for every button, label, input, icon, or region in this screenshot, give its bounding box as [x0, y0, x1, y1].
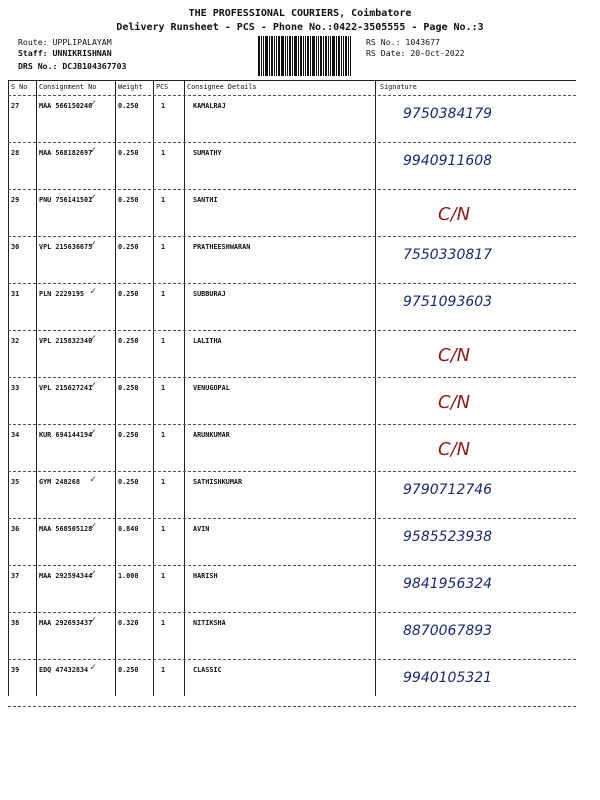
col-signature-header: Signature: [380, 83, 417, 91]
row-pcs: 1: [161, 243, 166, 251]
check-mark-icon: ✓: [90, 568, 97, 579]
row-pcs: 1: [161, 572, 166, 580]
check-mark-icon: ✓: [90, 239, 97, 250]
check-mark-icon: ✓: [90, 662, 97, 673]
row-sno: 30: [11, 243, 20, 251]
table-row: [8, 331, 576, 378]
table-row: [8, 472, 576, 519]
runsheet-subtitle: Delivery Runsheet - PCS - Phone No.:0422-3505555 - Page No.:3: [116, 22, 484, 33]
row-weight: 0.250: [118, 290, 139, 298]
table-row: [8, 425, 576, 472]
row-consignee-name: SUBBURAJ: [193, 290, 226, 298]
row-sno: 32: [11, 337, 20, 345]
row-consignee-name: VENUGOPAL: [193, 384, 230, 392]
row-consignee-name: SANTHI: [193, 196, 218, 204]
row-sno: 34: [11, 431, 20, 439]
row-pcs: 1: [161, 196, 166, 204]
handwritten-signature: 8870067893: [403, 623, 493, 639]
row-consignment-no: GYM 248268: [39, 478, 80, 486]
row-pcs: 1: [161, 337, 166, 345]
handwritten-signature: 9940911608: [403, 153, 493, 169]
col-pcs-header: PCS: [156, 83, 169, 91]
table-row: [8, 660, 576, 707]
row-pcs: 1: [161, 431, 166, 439]
row-weight: 0.250: [118, 196, 139, 204]
check-mark-icon: ✓: [90, 286, 97, 297]
handwritten-signature: 9841956324: [403, 576, 493, 592]
row-consignee-name: HARISH: [193, 572, 218, 580]
check-mark-icon: ✓: [90, 380, 97, 391]
col-consignment-header: Consignment No: [39, 83, 97, 91]
handwritten-signature: 9585523938: [403, 529, 493, 545]
row-consignee-name: CLASSIC: [193, 666, 222, 674]
check-mark-icon: ✓: [90, 333, 97, 344]
table-row: [8, 378, 576, 425]
col-sno-header: S No: [11, 83, 28, 91]
row-pcs: 1: [161, 149, 166, 157]
row-consignment-no: MAA 566150246: [39, 102, 93, 110]
row-weight: 0.250: [118, 243, 139, 251]
row-weight: 0.320: [118, 619, 139, 627]
col-consignee-header: Consignee Details: [187, 83, 257, 91]
check-mark-icon: ✓: [90, 145, 97, 156]
row-weight: 1.000: [118, 572, 139, 580]
table-body: [8, 96, 576, 707]
table-row: [8, 96, 576, 143]
table-header: [8, 80, 576, 96]
row-weight: 0.250: [118, 666, 139, 674]
table-row: [8, 519, 576, 566]
row-pcs: 1: [161, 666, 166, 674]
row-consignment-no: VPL 215832340: [39, 337, 93, 345]
row-consignment-no: MAA 568182697: [39, 149, 93, 157]
row-sno: 38: [11, 619, 20, 627]
row-consignment-no: MAA 568505128: [39, 525, 93, 533]
staff-label: Staff: UNNIKRISHNAN: [18, 48, 112, 58]
handwritten-signature: C/N: [438, 439, 471, 460]
row-pcs: 1: [161, 525, 166, 533]
row-weight: 0.840: [118, 525, 139, 533]
handwritten-signature: 9940105321: [403, 670, 493, 686]
table-row: [8, 190, 576, 237]
row-consignee-name: PRATHEESHWARAN: [193, 243, 251, 251]
row-consignment-no: VPL 215636675: [39, 243, 93, 251]
row-sno: 27: [11, 102, 20, 110]
row-pcs: 1: [161, 478, 166, 486]
row-consignee-name: SATHISHKUMAR: [193, 478, 243, 486]
row-pcs: 1: [161, 102, 166, 110]
row-consignment-no: MAA 292693437: [39, 619, 93, 627]
runsheet-table: [8, 80, 576, 707]
barcode-image: [258, 36, 358, 76]
row-sno: 33: [11, 384, 20, 392]
row-pcs: 1: [161, 384, 166, 392]
row-weight: 0.250: [118, 384, 139, 392]
table-row: [8, 613, 576, 660]
handwritten-signature: C/N: [438, 345, 471, 366]
row-sno: 29: [11, 196, 20, 204]
handwritten-signature: 9750384179: [403, 106, 493, 122]
handwritten-signature: C/N: [438, 204, 471, 225]
company-title: THE PROFESSIONAL COURIERS, Coimbatore: [188, 8, 412, 19]
row-sno: 39: [11, 666, 20, 674]
handwritten-signature: C/N: [438, 392, 471, 413]
check-mark-icon: ✓: [90, 474, 97, 485]
row-sno: 37: [11, 572, 20, 580]
row-consignee-name: KAMALRAJ: [193, 102, 226, 110]
row-sno: 28: [11, 149, 20, 157]
row-sno: 31: [11, 290, 20, 298]
handwritten-signature: 7550330817: [403, 247, 493, 263]
table-row: [8, 284, 576, 331]
check-mark-icon: ✓: [90, 427, 97, 438]
check-mark-icon: ✓: [90, 521, 97, 532]
check-mark-icon: ✓: [90, 192, 97, 203]
handwritten-signature: 9751093603: [403, 294, 493, 310]
row-consignee-name: SUMATHY: [193, 149, 222, 157]
row-consignment-no: MAA 292594344: [39, 572, 93, 580]
row-consignee-name: AVIN: [193, 525, 210, 533]
rs-number: RS No.: 1043677: [366, 37, 440, 47]
row-weight: 0.250: [118, 149, 139, 157]
row-consignment-no: PNU 756141501: [39, 196, 93, 204]
row-weight: 0.250: [118, 478, 139, 486]
rs-date: RS Date: 20-Oct-2022: [366, 48, 465, 58]
table-row: [8, 237, 576, 284]
row-consignment-no: PLN 2229195: [39, 290, 85, 298]
row-weight: 0.250: [118, 102, 139, 110]
check-mark-icon: ✓: [90, 615, 97, 626]
row-pcs: 1: [161, 619, 166, 627]
check-mark-icon: ✓: [90, 98, 97, 109]
row-consignment-no: VPL 215627241: [39, 384, 93, 392]
row-consignee-name: NITIKSHA: [193, 619, 226, 627]
col-weight-header: Weight: [118, 83, 143, 91]
row-weight: 0.250: [118, 431, 139, 439]
handwritten-signature: 9790712746: [403, 482, 493, 498]
row-sno: 35: [11, 478, 20, 486]
table-row: [8, 143, 576, 190]
route-label: Route: UPPLIPALAYAM: [18, 37, 112, 47]
row-consignment-no: KUR 694144194: [39, 431, 93, 439]
drs-number: DRS No.: DCJB104367703: [18, 61, 127, 71]
row-consignment-no: EDQ 47432834: [39, 666, 89, 674]
row-sno: 36: [11, 525, 20, 533]
row-consignee-name: LALITHA: [193, 337, 222, 345]
table-row: [8, 566, 576, 613]
row-weight: 0.250: [118, 337, 139, 345]
row-pcs: 1: [161, 290, 166, 298]
row-consignee-name: ARUNKUMAR: [193, 431, 230, 439]
